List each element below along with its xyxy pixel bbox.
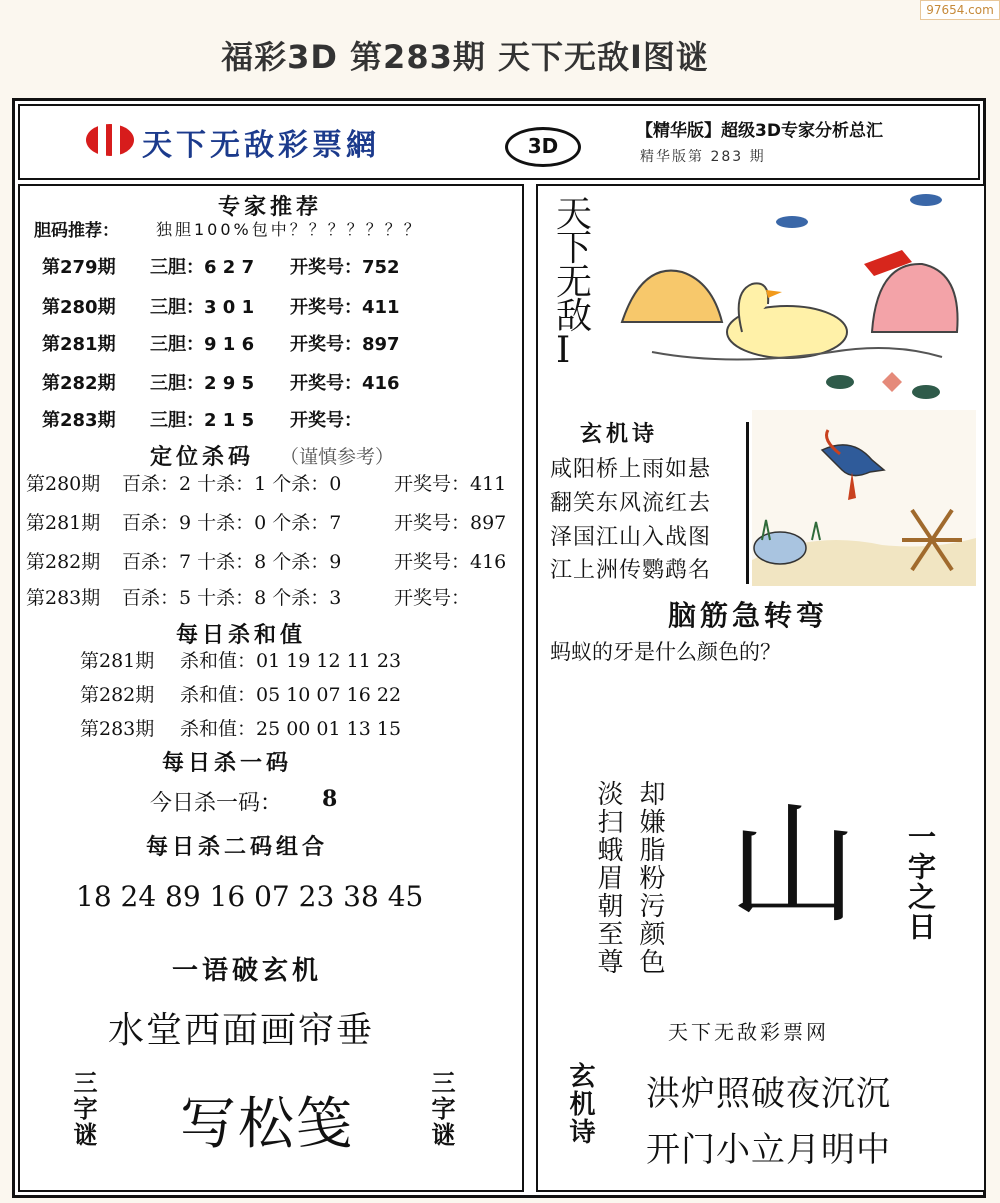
position-row-2-issue: 第281期 [26, 512, 101, 534]
expert-row-5-draw: 开奖号： [290, 410, 362, 431]
sum-kill-title: 每日杀和值 [176, 623, 307, 648]
edition-label: 【精华版】超级3D专家分析总汇 [636, 121, 883, 141]
brain-teaser-title: 脑筋急转弯 [668, 599, 829, 632]
kingfisher-illustration [752, 410, 976, 586]
page-title: 福彩3D 第283期 天下无敌Ⅰ图谜 [221, 38, 709, 76]
sum-row-3-issue: 第283期 [80, 718, 155, 740]
position-row-2-draw: 开奖号：897 [394, 512, 507, 534]
position-row-1-kills: 百杀：2 十杀：1 个杀：0 [122, 473, 342, 495]
sum-row-1-issue: 第281期 [80, 650, 155, 672]
expert-row-4-issue: 第282期 [42, 373, 116, 394]
big-character: 山 [728, 789, 859, 941]
bottom-poem-label: 玄机诗 [565, 1062, 595, 1146]
bottom-poem-line-1: 洪炉照破夜沉沉 [646, 1074, 891, 1114]
goose-landscape-illustration [612, 192, 972, 402]
expert-row-5-issue: 第283期 [42, 410, 116, 431]
expert-title: 专家推荐 [218, 195, 323, 220]
expert-row-3-sandan: 三胆：9 1 6 [150, 334, 255, 355]
poem-line-1: 咸阳桥上雨如悬 [550, 457, 712, 482]
expert-row-4-draw: 开奖号：416 [290, 373, 400, 394]
vertical-title: 天下无敌Ⅰ [556, 194, 593, 371]
poem-line-4: 江上洲传鹦鹉名 [550, 558, 712, 583]
position-kill-note: （谨慎参考） [280, 446, 395, 468]
poem-line-3: 泽国江山入战图 [550, 525, 712, 550]
expert-row-3-draw: 开奖号：897 [290, 334, 400, 355]
danma-label: 胆码推荐： [34, 221, 119, 241]
sum-row-2-issue: 第282期 [80, 684, 155, 706]
expert-row-3-issue: 第281期 [42, 334, 116, 355]
expert-row-5-sandan: 三胆：2 1 5 [150, 410, 255, 431]
one-kill-value: 8 [322, 786, 338, 812]
position-row-4-kills: 百杀：5 十杀：8 个杀：3 [122, 587, 342, 609]
verse-column-left: 淡扫蛾眉朝至尊 [593, 780, 623, 976]
expert-row-1-sandan: 三胆：6 2 7 [150, 257, 255, 278]
position-row-3-kills: 百杀：7 十杀：8 个杀：9 [122, 551, 342, 573]
site-footer: 天下无敌彩票网 [668, 1020, 829, 1044]
logo-text: 天下无敌彩票網 [142, 128, 380, 163]
brain-teaser-question: 蚂蚁的牙是什么颜色的？ [550, 640, 781, 664]
sum-row-3-text: 杀和值：25 00 01 13 15 [180, 718, 402, 740]
expert-row-1-draw: 开奖号：752 [290, 257, 400, 278]
position-row-1-draw: 开奖号：411 [394, 473, 507, 495]
riddle-phrase-text: 水堂西面画帘垂 [108, 1010, 375, 1051]
danma-value: 独胆100%包中？？？？？？？ [156, 220, 423, 239]
riddle-phrase-title: 一语破玄机 [172, 956, 323, 986]
expert-row-4-sandan: 三胆：2 9 5 [150, 373, 255, 394]
one-kill-text: 今日杀一码： [150, 791, 283, 816]
one-kill-title: 每日杀一码 [162, 751, 293, 776]
two-kill-numbers: 18 24 89 16 07 23 38 45 [76, 880, 424, 913]
three-char-label-right: 三字谜 [427, 1070, 455, 1148]
expert-row-2-sandan: 三胆：3 0 1 [150, 297, 255, 318]
sum-row-2-text: 杀和值：05 10 07 16 22 [180, 684, 402, 706]
position-row-3-draw: 开奖号：416 [394, 551, 507, 573]
watermark: 97654.com [920, 0, 1000, 20]
position-row-4-draw: 开奖号： [394, 587, 471, 609]
position-kill-title: 定位杀码 [150, 445, 255, 470]
badge-3d: 3D [505, 127, 581, 167]
expert-row-2-draw: 开奖号：411 [290, 297, 400, 318]
sum-row-1-text: 杀和值：01 19 12 11 23 [180, 650, 402, 672]
one-char-label: 一字之日 [904, 822, 937, 942]
expert-row-2-issue: 第280期 [42, 297, 116, 318]
three-char-text: 写松笺 [180, 1092, 354, 1157]
poem-divider [746, 422, 749, 584]
two-kill-title: 每日杀二码组合 [146, 835, 329, 860]
verse-column-right: 却嫌脂粉污颜色 [635, 780, 665, 976]
poem-line-2: 翻笑东风流红去 [550, 491, 712, 516]
expert-row-1-issue: 第279期 [42, 257, 116, 278]
position-row-3-issue: 第282期 [26, 551, 101, 573]
position-row-4-issue: 第283期 [26, 587, 101, 609]
bottom-poem-line-2: 开门小立月明中 [646, 1130, 891, 1170]
poem-title: 玄机诗 [580, 422, 659, 447]
lottery-logo-icon [84, 118, 136, 162]
position-row-1-issue: 第280期 [26, 473, 101, 495]
three-char-label-left: 三字谜 [69, 1070, 97, 1148]
position-row-2-kills: 百杀：9 十杀：0 个杀：7 [122, 512, 342, 534]
issue-line: 精华版第 283 期 [640, 149, 766, 165]
